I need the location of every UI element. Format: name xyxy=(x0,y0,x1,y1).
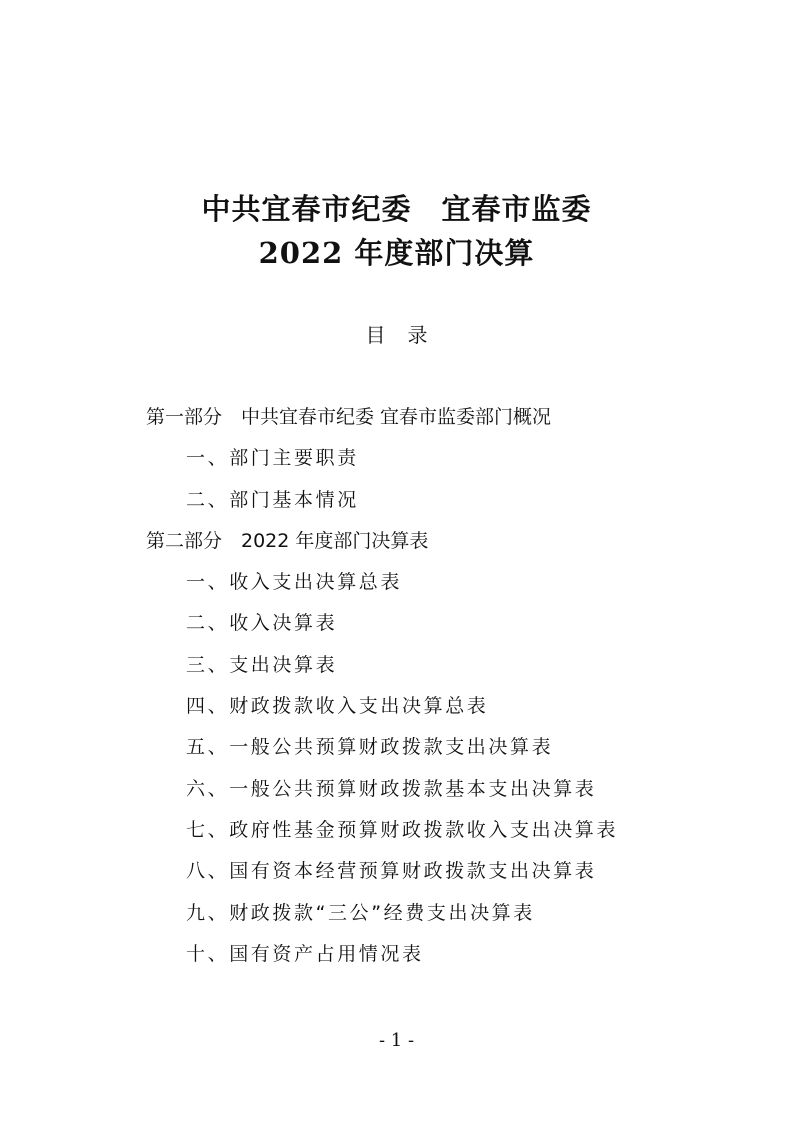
toc-item: 十、国有资产占用情况表 xyxy=(186,942,424,965)
toc-item: 五、一般公共预算财政拨款支出决算表 xyxy=(186,736,554,759)
toc-item: 九、财政拨款“三公”经费支出决算表 xyxy=(186,901,535,924)
toc-item: 七、政府性基金预算财政拨款收入支出决算表 xyxy=(186,818,619,841)
toc-item: 六、一般公共预算财政拨款基本支出决算表 xyxy=(186,777,597,800)
toc-item: 三、支出决算表 xyxy=(186,653,338,676)
toc-heading: 目录 xyxy=(365,323,450,347)
toc-item: 一、部门主要职责 xyxy=(186,447,359,470)
page-number: - 1 - xyxy=(378,1030,415,1051)
document-title-line-1: 中共宜春市纪委 宜春市监委 xyxy=(201,192,592,226)
toc-item: 四、财政拨款收入支出决算总表 xyxy=(186,695,489,718)
document-title-line-2: 2022 年度部门决算 xyxy=(258,236,535,270)
toc-part-2: 第二部分 2022 年度部门决算表 xyxy=(146,529,429,552)
table-of-contents xyxy=(0,397,793,975)
toc-item: 二、部门基本情况 xyxy=(186,488,359,511)
toc-part-1: 第一部分 中共宜春市纪委 宜春市监委部门概况 xyxy=(146,406,552,428)
toc-item: 一、收入支出决算总表 xyxy=(186,571,403,594)
toc-item: 二、收入决算表 xyxy=(186,612,338,635)
toc-item: 八、国有资本经营预算财政拨款支出决算表 xyxy=(186,860,597,883)
